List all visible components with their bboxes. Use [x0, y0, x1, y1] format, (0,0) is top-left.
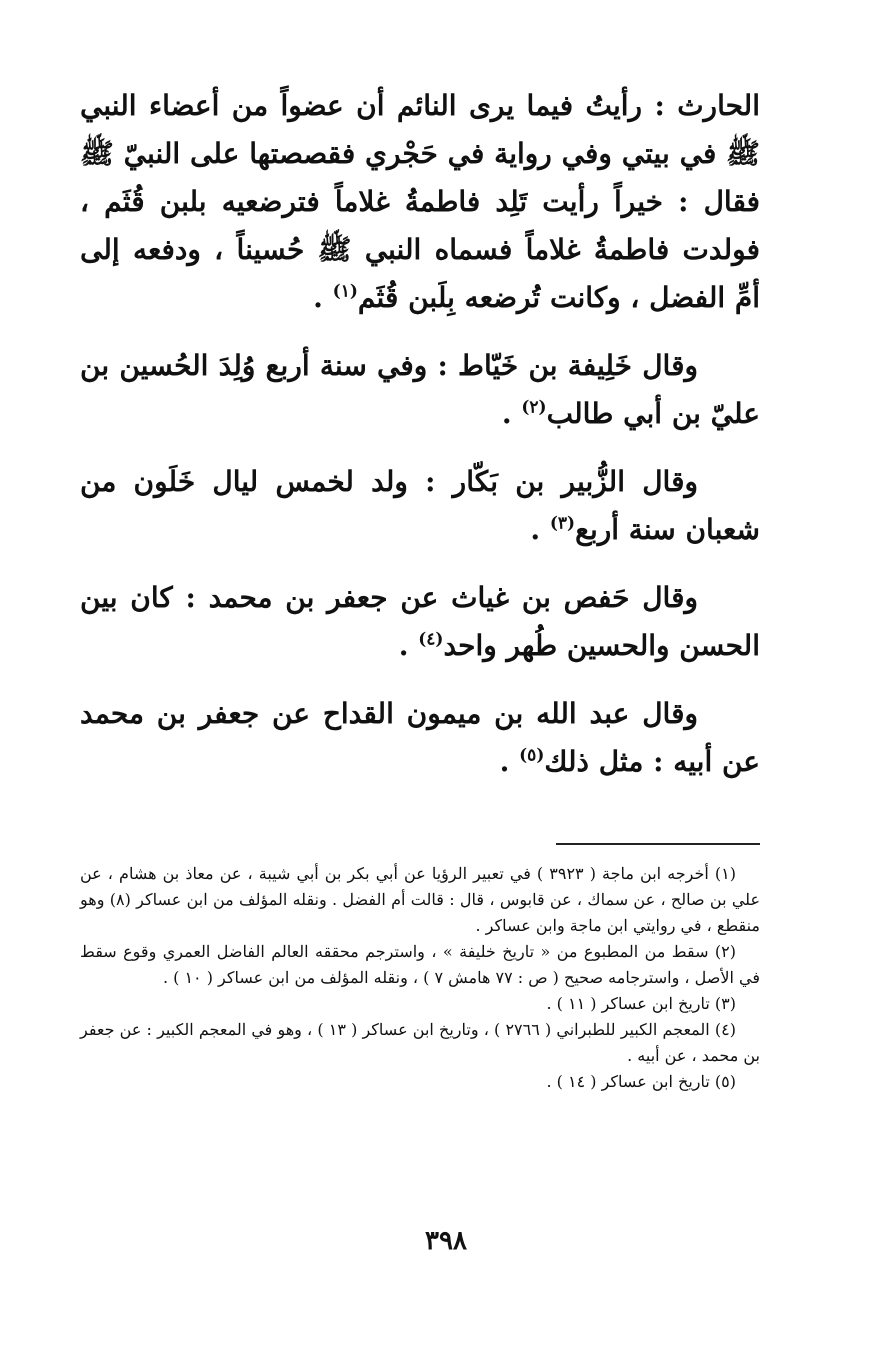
- paragraph-end: .: [313, 281, 333, 314]
- paragraph-text: وقال عبد الله بن ميمون القداح عن جعفر بن محمد عن أبيه : مثل ذلك: [80, 697, 760, 778]
- footnote-text: (٢) سقط من المطبوع من « تاريخ خليفة » ، واسترجم محققه العالم الفاضل العمري وقوع سقط في الأصل ، واسترجامه صحيح ( ص : ٧٧ هامش ٧ ) ، ونقله المؤلف من ابن عساكر ( ١٠ ) .: [80, 942, 760, 987]
- paragraph-text: وقال حَفص بن غياث عن جعفر بن محمد : كان بين الحسن والحسين طُهر واحد: [80, 581, 760, 662]
- paragraph-text: وقال خَلِيفة بن خَيّاط : وفي سنة أربع وُلِدَ الحُسين بن عليّ بن أبي طالب: [80, 349, 760, 430]
- footnote-1: [80, 861, 760, 939]
- footnotes: [80, 861, 760, 1095]
- paragraph-1: [80, 82, 760, 322]
- footnote-text: (٤) المعجم الكبير للطبراني ( ٢٧٦٦ ) ، وتاريخ ابن عساكر ( ١٣ ) ، وهو في المعجم الكبير : عن جعفر بن محمد ، عن أبيه .: [80, 1020, 760, 1065]
- paragraph-3: [80, 458, 760, 554]
- paragraph-text: الحارث : رأيتُ فيما يرى النائم أن عضواً من أعضاء النبي ﷺ في بيتي وفي رواية في حَجْري فقصصتها على النبيّ ﷺ فقال : خيراً رأيت تَلِد فاطمةُ غلاماً فترضعيه بلبن قُثَم ، فولدت فاطمةُ غلاماً فسماه النبي ﷺ حُسيناً ، ودفعه إلى أمِّ الفضل ، وكانت تُرضعه بِلَبن قُثَم: [80, 89, 760, 314]
- paragraph-end: .: [501, 397, 522, 430]
- footnote-marker: (٤): [418, 629, 444, 650]
- footnote-separator: [556, 843, 760, 845]
- footnote-marker: (٥): [519, 745, 545, 766]
- footnote-text: (٥) تاريخ ابن عساكر ( ١٤ ) .: [546, 1072, 736, 1091]
- footnote-marker: (٣): [549, 513, 576, 534]
- footnote-marker: (١): [332, 281, 358, 302]
- footnote-text: (١) أخرجه ابن ماجة ( ٣٩٢٣ ) في تعبير الرؤيا عن أبي بكر بن أبي شيبة ، عن معاذ بن هشام ، عن علي بن صالح ، عن سماك ، عن قابوس ، قال : قالت أم الفضل . ونقله المؤلف من ابن عساكر (٨) وهو منقطع ، في روايتي ابن ماجة وابن عساكر .: [80, 864, 761, 935]
- main-text: [80, 82, 760, 786]
- footnote-4: [80, 1017, 760, 1069]
- paragraph-5: [80, 690, 760, 786]
- paragraph-text: وقال الزُّبير بن بَكّار : ولد لخمس ليال خَلَون من شعبان سنة أربع: [80, 465, 760, 546]
- paragraph-2: [80, 342, 760, 438]
- footnote-2: [80, 939, 760, 991]
- footnote-3: [80, 991, 760, 1017]
- paragraph-4: [80, 574, 760, 670]
- paragraph-end: .: [398, 629, 419, 662]
- footnote-text: (٣) تاريخ ابن عساكر ( ١١ ) .: [546, 994, 736, 1013]
- page-number: ٣٩٨: [425, 1226, 467, 1256]
- footnote-5: [80, 1069, 760, 1095]
- paragraph-end: .: [530, 513, 550, 546]
- footnote-marker: (٢): [521, 397, 547, 418]
- paragraph-end: .: [499, 745, 520, 778]
